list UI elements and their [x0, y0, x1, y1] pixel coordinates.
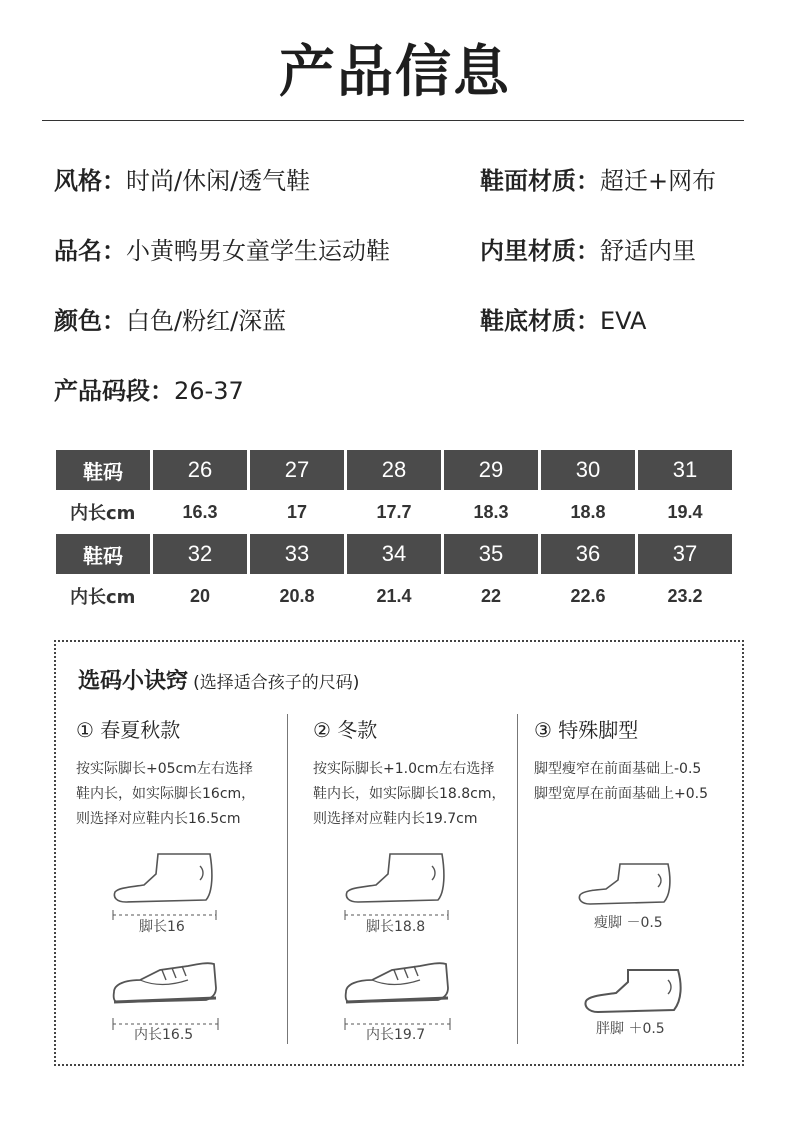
tip-column-special-feet	[534, 714, 708, 807]
size-cell: 31	[638, 450, 732, 490]
tip-line: 鞋内长，如实际脚长16cm，	[76, 786, 256, 802]
info-sole-value: EVA	[600, 307, 647, 335]
tip-line: 脚型宽厚在前面基础上+0.5	[534, 786, 708, 802]
length-cell: 17.7	[376, 501, 412, 522]
foot-icon	[576, 862, 676, 912]
tips-subtitle: (选择适合孩子的尺码)	[193, 673, 360, 693]
info-name	[54, 231, 390, 266]
tip-line: 按实际脚长+1.0cm左右选择	[313, 761, 495, 777]
inner-length-caption: 内长16.5	[134, 1027, 194, 1043]
length-label: 内长cm	[70, 587, 136, 608]
inner-length-caption: 内长19.7	[366, 1027, 426, 1043]
title-divider	[42, 120, 744, 121]
foot-length-caption: 脚长18.8	[366, 919, 426, 935]
length-cell: 20	[189, 585, 211, 606]
size-row	[56, 450, 732, 490]
size-cell: 35	[444, 534, 538, 574]
column-divider	[517, 714, 518, 1044]
info-lining	[480, 231, 696, 266]
tip-line: 脚型瘦窄在前面基础上-0.5	[534, 761, 702, 777]
length-label: 内长cm	[70, 503, 136, 524]
size-cell: 28	[347, 450, 441, 490]
wide-foot-caption: 胖脚 ＋0.5	[596, 1021, 665, 1037]
tips-header	[78, 664, 359, 695]
length-cell: 20.8	[279, 585, 315, 606]
info-upper-value: 超迁+网布	[600, 167, 717, 195]
size-cell: 26	[153, 450, 247, 490]
tip-line: 则选择对应鞋内长16.5cm	[76, 811, 241, 827]
info-range	[54, 371, 244, 406]
tip-line: 按实际脚长+05cm左右选择	[76, 761, 253, 777]
size-label: 鞋码	[56, 450, 150, 490]
info-sole	[480, 301, 646, 336]
length-cell: 18.8	[570, 501, 606, 522]
tip-column-title: ③ 特殊脚型	[534, 718, 639, 742]
info-name-key: 品名：	[54, 237, 126, 265]
info-color-key: 颜色：	[54, 307, 126, 335]
length-cell: 16.3	[182, 501, 218, 522]
size-row	[56, 534, 732, 574]
tip-column-winter	[313, 714, 506, 832]
info-color-value: 白色/粉红/深蓝	[126, 307, 287, 335]
tip-column-text	[534, 757, 708, 807]
info-upper	[480, 161, 716, 196]
info-range-value: 26-37	[174, 377, 244, 405]
length-cell: 17	[286, 501, 308, 522]
info-lining-key: 内里材质：	[480, 237, 600, 265]
size-table	[53, 450, 735, 618]
length-row	[56, 574, 732, 618]
tip-line: 则选择对应鞋内长19.7cm	[313, 811, 478, 827]
tips-title: 选码小诀窍	[78, 669, 189, 694]
foot-icon	[342, 852, 452, 924]
sizing-tips-panel	[54, 640, 744, 1066]
info-style-key: 风格：	[54, 167, 126, 195]
info-sole-key: 鞋底材质：	[480, 307, 600, 335]
length-cell: 22	[480, 585, 502, 606]
foot-length-caption: 脚长16	[139, 919, 185, 935]
length-cell: 18.3	[473, 501, 509, 522]
info-range-key: 产品码段：	[54, 377, 174, 405]
length-cell: 23.2	[667, 585, 703, 606]
info-lining-value: 舒适内里	[600, 237, 696, 265]
info-upper-key: 鞋面材质：	[480, 167, 600, 195]
info-color	[54, 301, 286, 336]
size-cell: 29	[444, 450, 538, 490]
length-cell: 19.4	[667, 501, 703, 522]
size-cell: 32	[153, 534, 247, 574]
info-style	[54, 161, 310, 196]
length-row	[56, 490, 732, 534]
size-cell: 37	[638, 534, 732, 574]
tip-column-spring-summer	[76, 714, 255, 832]
tip-column-title: ② 冬款	[313, 718, 378, 742]
column-divider	[287, 714, 288, 1044]
size-cell: 33	[250, 534, 344, 574]
foot-icon	[582, 968, 686, 1018]
length-cell: 22.6	[570, 585, 606, 606]
slim-foot-caption: 瘦脚 －0.5	[594, 915, 663, 931]
page-title: 产品信息	[279, 40, 511, 105]
tip-column-title: ① 春夏秋款	[76, 718, 181, 742]
foot-icon	[110, 852, 220, 924]
tip-column-text	[76, 757, 255, 832]
size-label: 鞋码	[56, 534, 150, 574]
size-cell: 36	[541, 534, 635, 574]
size-cell: 30	[541, 450, 635, 490]
info-name-value: 小黄鸭男女童学生运动鞋	[126, 237, 390, 265]
size-cell: 27	[250, 450, 344, 490]
tip-column-text	[313, 757, 506, 832]
size-cell: 34	[347, 534, 441, 574]
info-style-value: 时尚/休闲/透气鞋	[126, 167, 311, 195]
tip-line: 鞋内长，如实际脚长18.8cm，	[313, 786, 506, 802]
length-cell: 21.4	[376, 585, 412, 606]
